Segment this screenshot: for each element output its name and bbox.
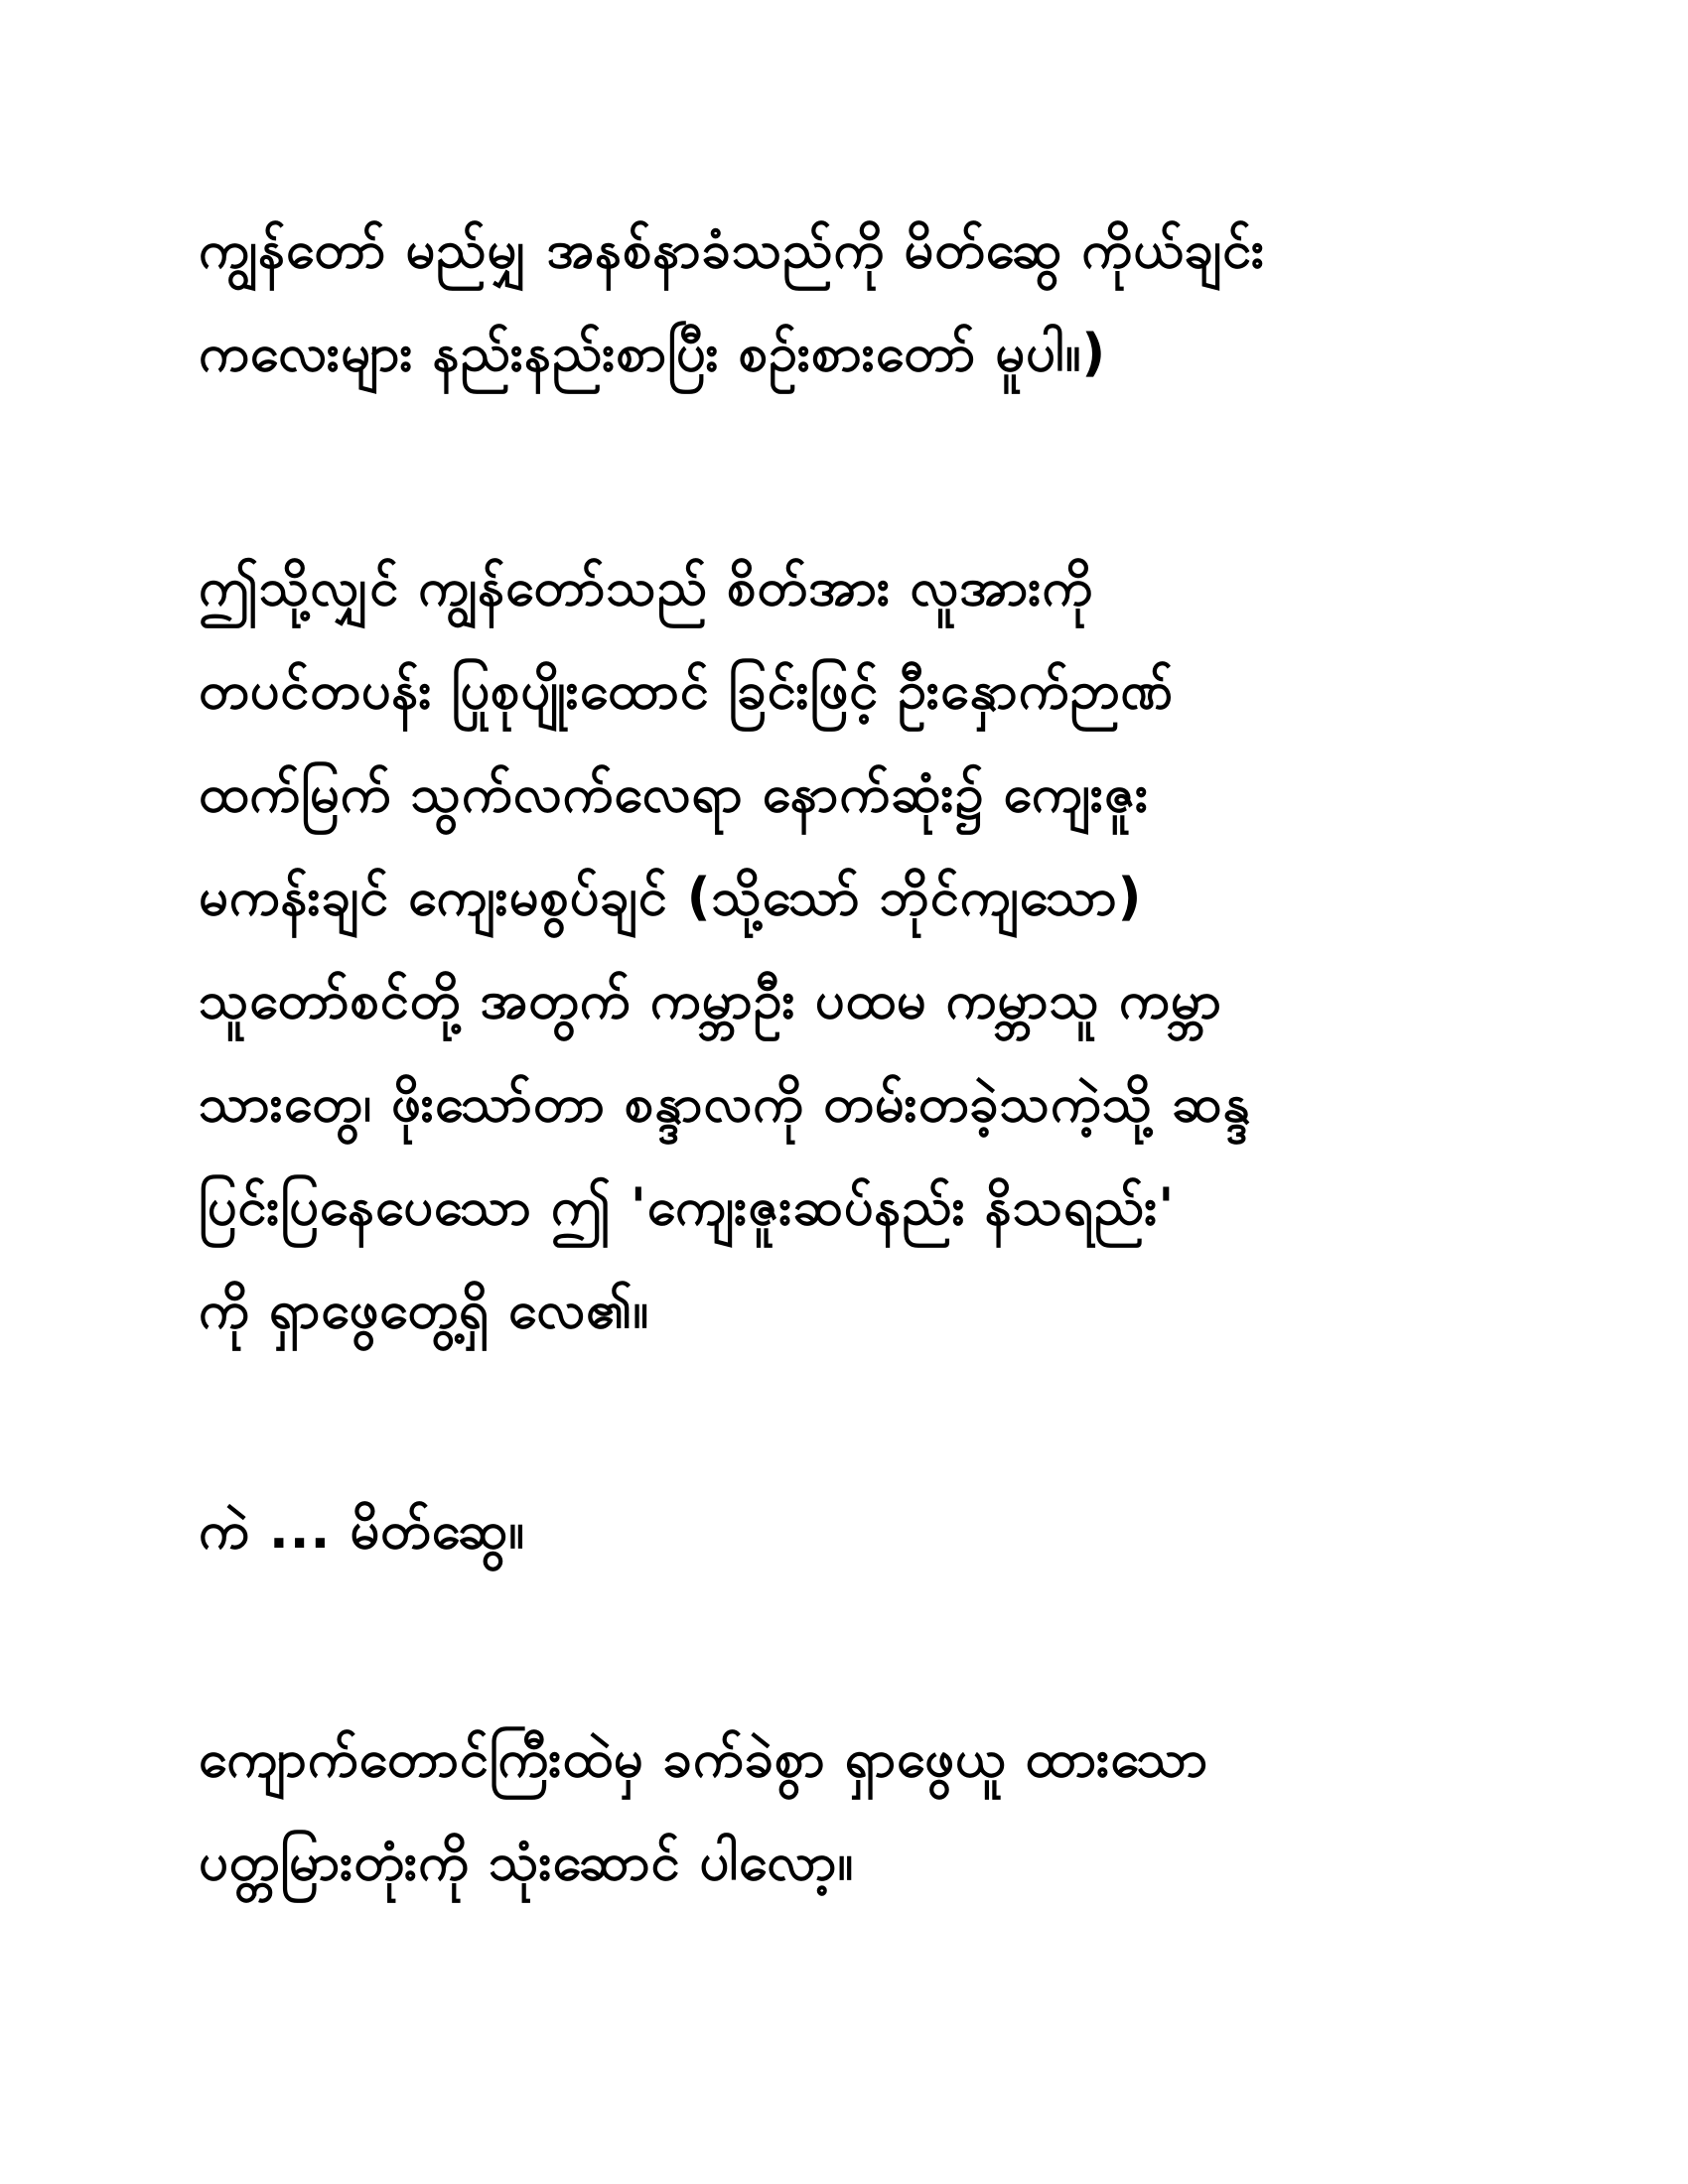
paragraph-line: သားတွေ၊ ဖိုးသော်တာ စန္ဒာလကို တမ်းတခဲ့သကဲ့သို့ ဆန္ဒ <box>199 1074 1251 1134</box>
paragraph-line: မကန်းချင် ကျေးမစွပ်ချင် (သို့သော် ဘိုင်ကျသော) <box>199 868 1143 927</box>
paragraph-3 <box>199 1479 1509 1582</box>
paragraph-line: တပင်တပန်း ပြုစုပျိုးထောင် ခြင်းဖြင့် ဦးနှောက်ဉာဏ် <box>199 661 1175 721</box>
paragraph-line: ကလေးများ နည်းနည်းစာပြီး စဉ်းစားတော် မူပါ။) <box>199 324 1107 383</box>
paragraph-1 <box>199 199 1509 405</box>
paragraph-2 <box>199 536 1509 1362</box>
paragraph-4 <box>199 1707 1509 1914</box>
paragraph-line: ထက်မြက် သွက်လက်လေရာ နောက်ဆုံး၌ ကျေးဇူး <box>199 764 1150 824</box>
paragraph-line: ပတ္တမြားတုံးကို သုံးဆောင် ပါလော့။ <box>199 1833 855 1892</box>
paragraph-line: ကျောက်တောင်ကြီးထဲမှ ခက်ခဲစွာ ရှာဖွေယူ ထားသော <box>199 1729 1209 1789</box>
paragraph-line: ဤသို့လျှင် ကျွန်တော်သည် စိတ်အား လူအားကို <box>199 558 1094 617</box>
paragraph-line: သူတော်စင်တို့ အတွက် ကမ္ဘာဦး ပထမ ကမ္ဘာသူ ကမ္ဘာ <box>199 971 1222 1030</box>
paragraph-line: ကို ရှာဖွေတွေ့ရှိ လေ၏။ <box>199 1281 650 1340</box>
paragraph-line: ကျွန်တော် မည်မျှ အနစ်နာခံသည်ကို မိတ်ဆွေ ကိုယ်ချင်း <box>199 220 1266 280</box>
paragraph-line: ပြင်းပြနေပေသော ဤ 'ကျေးဇူးဆပ်နည်း နိသရည်း' <box>199 1177 1176 1237</box>
paragraph-line: ကဲ ... မိတ်ဆွေ။ <box>199 1501 525 1561</box>
